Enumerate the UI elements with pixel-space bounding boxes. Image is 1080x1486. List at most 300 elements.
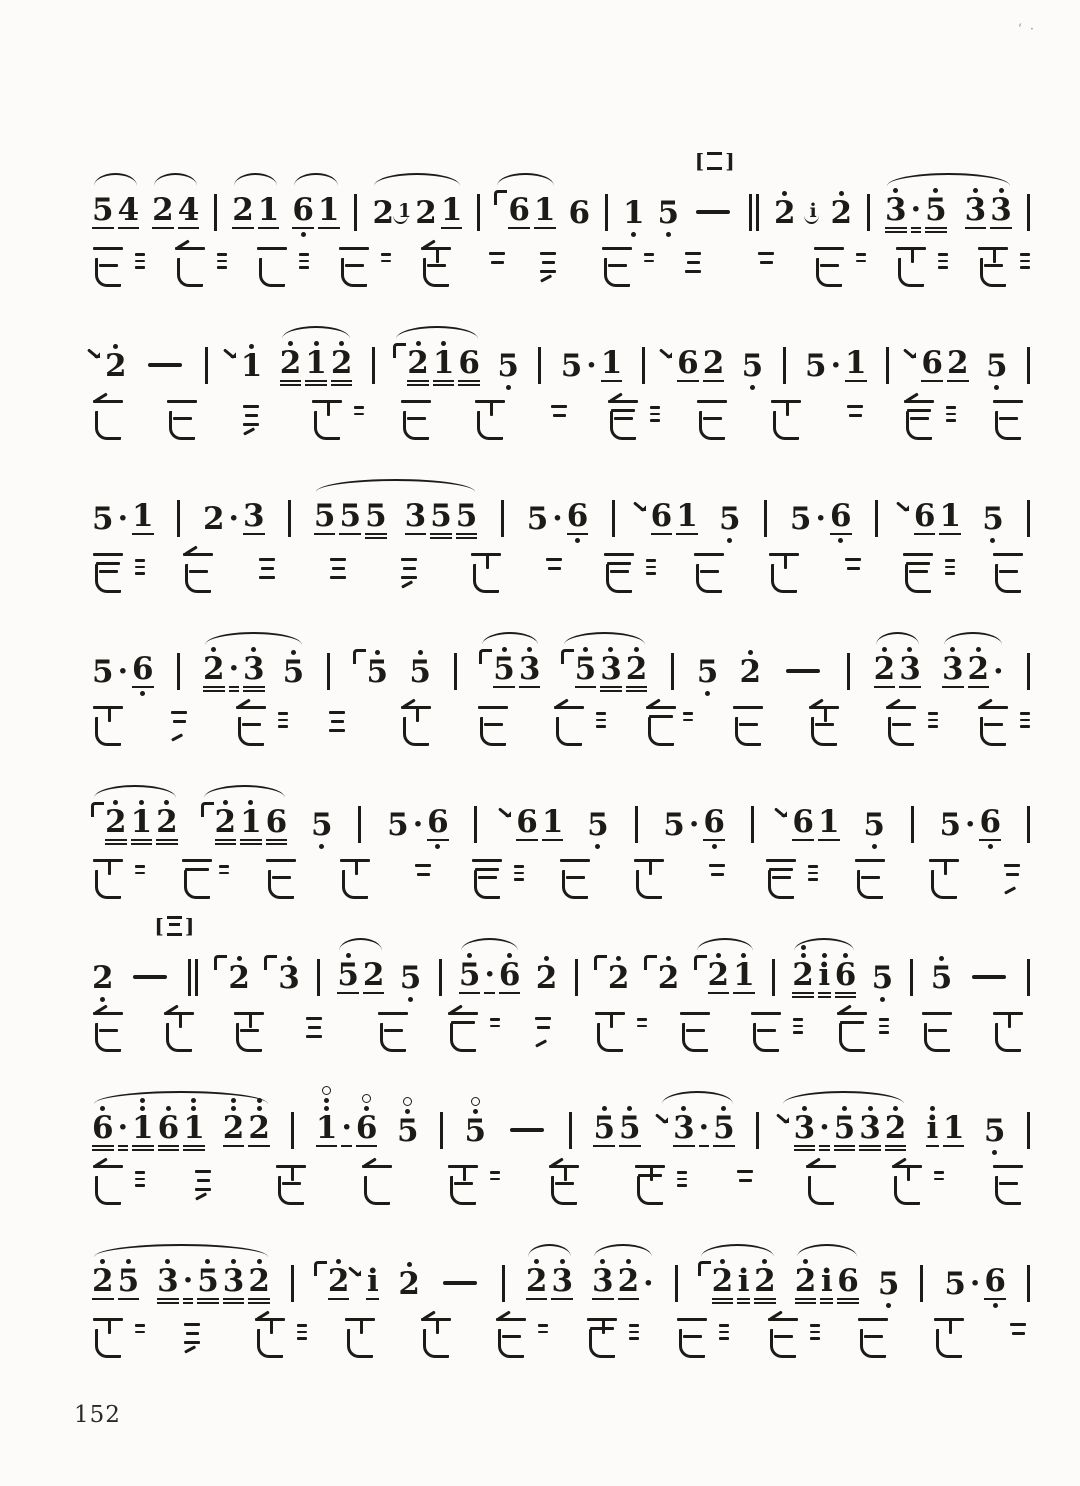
barline [288,500,291,537]
note: 1 [132,498,154,534]
barline [1027,1265,1030,1302]
note: 2 [656,945,682,1005]
tablature-cluster [92,1315,147,1360]
tablature-cluster [92,397,132,442]
note: 1 [317,192,340,228]
note: 2 [790,942,816,1005]
note-group [457,942,523,1005]
tablature-cluster [233,1009,273,1054]
note-group [370,177,464,240]
tablature-cluster [549,401,573,441]
note-group [493,177,557,240]
note-group [312,483,479,546]
dash-note [972,975,1006,979]
note-group [395,1097,421,1159]
barline [772,959,775,996]
note: 2 [278,330,304,393]
note: · [698,1110,710,1145]
note-group [777,789,841,852]
note: 5 [939,807,962,843]
octave-dot-below [872,844,877,849]
note: 1 [239,333,265,393]
octave-dot-below [750,385,755,390]
note: 3 [963,177,989,240]
note: 5 [365,498,387,534]
tablature-cluster [265,856,305,901]
note: 5 [313,498,336,534]
note-group [636,483,700,546]
note-group [829,180,855,240]
note-group [803,330,869,393]
note: 5 [495,333,521,393]
tablature-cluster [399,554,435,594]
octave-dot-below [631,232,636,237]
tablature-cluster [400,703,440,748]
note: 2 [154,789,180,852]
slide-up-mark [264,955,277,970]
note: 2 [326,1248,352,1311]
jianpu-row [88,941,1036,1005]
barline [1027,500,1030,537]
note: 2 [702,345,725,381]
note: · [688,807,700,842]
note: · [552,501,563,536]
barline [291,1112,294,1149]
barline [358,806,361,843]
note-group [984,333,1010,393]
barline [920,1265,923,1302]
tablature-cluster [193,1166,229,1206]
jianpu-row [88,635,1036,699]
harmonic-ring [471,1097,480,1106]
tablature-cluster [586,1315,641,1360]
barline [751,806,754,843]
slide-up-mark [644,955,657,970]
octave-dot-below [712,844,717,849]
double-barline [749,194,759,231]
octave-dot-below [886,1303,891,1308]
slide-up-mark [694,955,707,970]
barline [847,653,850,690]
note: 5 [430,498,452,534]
note: 2 [737,639,763,699]
tablature-cluster [477,703,517,748]
slide-up-mark [561,649,574,664]
octave-dot-below [838,538,843,543]
tablature-cluster [548,1162,588,1207]
note: 6 [977,789,1003,852]
note: 2 [226,945,252,1005]
note-group [150,177,201,240]
note: 3 [404,498,427,534]
barline [1027,347,1030,384]
barline [569,1112,572,1149]
note: 6 [130,636,156,699]
octave-dot-below [140,691,145,696]
note: 5 [387,807,409,843]
tablature-cluster [182,1319,218,1359]
note: · [117,1110,129,1145]
tablature-cluster [339,856,379,901]
tablature-cluster [634,1162,689,1207]
note: 1 [431,330,457,393]
note-group [621,180,647,240]
note-group [982,1098,1008,1158]
tablature-cluster [594,1009,649,1054]
note: 5 [526,501,549,537]
note-group [942,1248,1008,1311]
tablature-row [88,397,1036,445]
note: · [117,501,129,536]
note: 1 [533,192,556,228]
slide-down-mark [904,346,919,361]
note: 5 [407,639,433,699]
note: 5 [491,636,517,699]
note-group [534,945,560,1005]
note-group [656,180,682,240]
note: i [924,1095,941,1158]
note: 6 [837,1263,859,1299]
note: 5 [617,1095,643,1158]
note-group [876,1251,902,1311]
note-group [940,636,1006,699]
tablature-cluster [683,248,729,288]
note: 3 [241,636,267,699]
note: 6 [701,789,727,852]
note: · [412,807,424,842]
note-group [591,1095,642,1158]
octave-dot-above [140,1098,145,1103]
note: 5 [663,807,685,843]
tablature-row [88,1009,1036,1057]
note: 2 [534,945,560,1005]
note: 5 [805,348,827,384]
barline [886,347,889,384]
note: 2 [624,636,650,699]
note: 3 [221,1248,247,1311]
note-group [90,177,141,240]
slide-down-mark [656,1111,671,1126]
note-group [772,180,798,240]
note: 5 [309,792,335,852]
note: 2 [415,195,437,231]
octave-dot-below [100,997,105,1002]
note: 3 [549,1248,575,1311]
slide-up-mark [91,802,104,817]
jianpu-row [88,329,1036,393]
note-group [90,1248,272,1311]
tablature-cluster [92,244,147,289]
slide-up-mark [698,1261,711,1276]
note: 5 [923,177,949,240]
note-group [230,177,281,240]
note: 6 [506,177,532,240]
octave-dot-below [880,997,885,1002]
note: 5 [717,486,743,546]
note-group [929,945,955,1005]
note: 1 [130,1095,156,1158]
barline [635,806,638,843]
note-group [695,639,721,699]
note: 5 [870,945,896,1005]
note-group [352,639,391,699]
note: 1 [314,1086,340,1159]
note: 2 [103,333,129,393]
note: 5 [398,945,424,1005]
tablature-cluster [328,554,364,594]
tablature-cluster [241,401,277,441]
dash-note [510,1128,544,1132]
note: 2 [152,192,174,228]
note: 2 [793,1248,819,1311]
note: 5 [740,333,766,393]
barline [317,959,320,996]
note-group [697,1248,778,1311]
note: 5 [695,639,721,699]
tablature-cluster [182,550,222,595]
note-group [790,942,858,1005]
tablature-cluster [693,550,733,595]
system-7 [88,1094,1036,1206]
octave-dot-below [506,385,511,390]
note: 1 [396,183,413,233]
tablature-cluster [857,1315,897,1360]
tablature-cluster [420,1315,460,1360]
note: · [643,1266,654,1301]
note: 6 [828,483,854,546]
note: 5 [195,1248,221,1311]
note: 1 [129,789,155,852]
slide-up-mark [494,190,507,205]
tablature-cluster [92,1162,147,1207]
octave-dot-above [324,1098,329,1103]
tablature-cluster [92,703,132,748]
tablature-cluster [254,1315,309,1360]
note: 2 [883,1095,909,1158]
note-group [717,486,743,546]
note-group [396,1251,422,1311]
slide-down-mark [897,499,912,514]
tablature-cluster [845,401,869,441]
note-group [462,1097,488,1159]
tablature-cluster [607,397,662,442]
tablature-cluster [420,244,460,289]
tablature-cluster [679,1009,719,1054]
note: 1 [942,1110,965,1146]
note: 1 [621,180,647,240]
note-group [385,789,451,852]
note-group [566,180,592,240]
tablature-cluster [471,856,526,901]
barline [875,500,878,537]
barline [327,653,330,690]
barline [910,959,913,996]
tablature-cluster [767,1315,822,1360]
note: 5 [980,486,1006,546]
note: 6 [90,1095,116,1158]
note-group [398,945,424,1005]
octave-dot-below [727,538,732,543]
note-group [980,486,1006,546]
note: 5 [656,180,682,240]
note: 3 [883,177,909,240]
tablature-cluster [601,244,656,289]
system-1 [88,149,1036,288]
note: · [969,1266,981,1301]
tablature-cluster [487,248,511,288]
note: 3 [517,636,543,699]
note-group [90,333,129,393]
note-group [201,636,306,699]
tablature-cluster [902,550,957,595]
note-group [662,330,726,393]
tablature-cluster [603,550,658,595]
note: 1 [939,498,962,534]
note: 6 [425,789,451,852]
note: 1 [257,192,280,228]
tablature-cluster [553,703,608,748]
octave-dot-below [595,844,600,849]
note-group [590,1248,656,1311]
note: 2 [103,789,129,852]
slide-up-mark [594,955,607,970]
note: 6 [265,804,288,840]
barline [642,347,645,384]
tablature-cluster [470,550,510,595]
note: · [815,501,826,536]
dash-note [443,1281,477,1285]
grace-tie [393,215,408,224]
note: 2 [246,1095,272,1158]
note: 2 [524,1248,550,1311]
tablature-row [88,1162,1036,1210]
harmonic-ring [403,1097,412,1106]
dash-note [148,363,182,367]
octave-dot-below [575,538,580,543]
note-group [200,789,290,852]
tablature-cluster [676,1315,731,1360]
tablature-cluster [891,1162,946,1207]
note: 5 [92,654,114,690]
tablature-cluster [400,397,440,442]
note: 3 [988,177,1014,240]
tablature-cluster [256,244,311,289]
note: · [228,651,240,686]
note: 2 [616,1248,642,1311]
tablature-cluster [813,244,868,289]
note: 6 [568,195,591,231]
tablature-cluster [808,703,848,748]
note: 2 [772,180,798,240]
harmonic-ring [322,1086,331,1095]
barline [675,1265,678,1302]
note-group [872,636,923,699]
note: 6 [156,1095,182,1158]
barline [538,347,541,384]
note: 6 [514,789,540,852]
slide-up-mark [314,1261,327,1276]
double-barline [188,959,198,996]
tablature-cluster [92,550,147,595]
barline [671,653,674,690]
note-group [407,639,433,699]
tablature-cluster [1008,1319,1032,1359]
note: 3 [940,636,966,699]
note-group [290,177,341,240]
tablature-cluster [854,856,894,901]
note: 2 [201,636,227,699]
note-group [90,945,116,1005]
tablature-cluster [765,856,820,901]
slide-down-mark [660,346,675,361]
note: 5 [982,1098,1008,1158]
barline [501,500,504,537]
note: 2 [966,636,992,699]
octave-dot-below [705,691,710,696]
note: · [341,1110,352,1145]
note-group [807,190,820,240]
tablature-cluster [836,1009,891,1054]
octave-dot-below [990,538,995,543]
note: i [364,1248,381,1311]
tablature-row [88,1315,1036,1363]
tablature-cluster [921,1009,961,1054]
jianpu-row [88,788,1036,852]
barline [177,500,180,537]
note: 5 [281,639,307,699]
note: 2 [710,1248,736,1311]
octave-dot-above [231,1098,236,1103]
jianpu-row [88,482,1036,546]
barline [756,1112,759,1149]
barline [867,194,870,231]
barline [1027,194,1030,231]
tablature-cluster [361,1162,401,1207]
page-number: 152 [74,1402,121,1428]
octave-dot-below [319,844,324,849]
octave-dot-above [191,1098,196,1103]
note: 2 [706,942,732,1005]
note: 5 [335,942,361,1005]
section-marker: [ ] [694,149,735,173]
barline [605,194,608,231]
note: 2 [90,1248,116,1311]
note: 5 [457,942,483,1005]
slide-up-mark [353,649,366,664]
note: 6 [649,483,675,546]
octave-dot-below [993,1303,998,1308]
note-group [90,636,156,699]
note: 6 [458,345,480,381]
note: 2 [372,195,395,231]
tablature-cluster [559,856,599,901]
slide-down-mark [88,346,103,361]
note: 6 [354,1094,380,1159]
note-group [658,1095,737,1158]
note: 1 [303,330,329,393]
barline [454,653,457,690]
note: 3 [276,945,302,1005]
note: 2 [362,957,385,993]
note-group [263,945,302,1005]
tablature-cluster [992,550,1032,595]
note: 2 [90,945,116,1005]
tablature-cluster [413,860,437,900]
section-marker: [ ] [154,914,195,938]
note-group [693,942,757,1005]
note: 5 [116,1248,142,1311]
note: 6 [790,789,816,852]
